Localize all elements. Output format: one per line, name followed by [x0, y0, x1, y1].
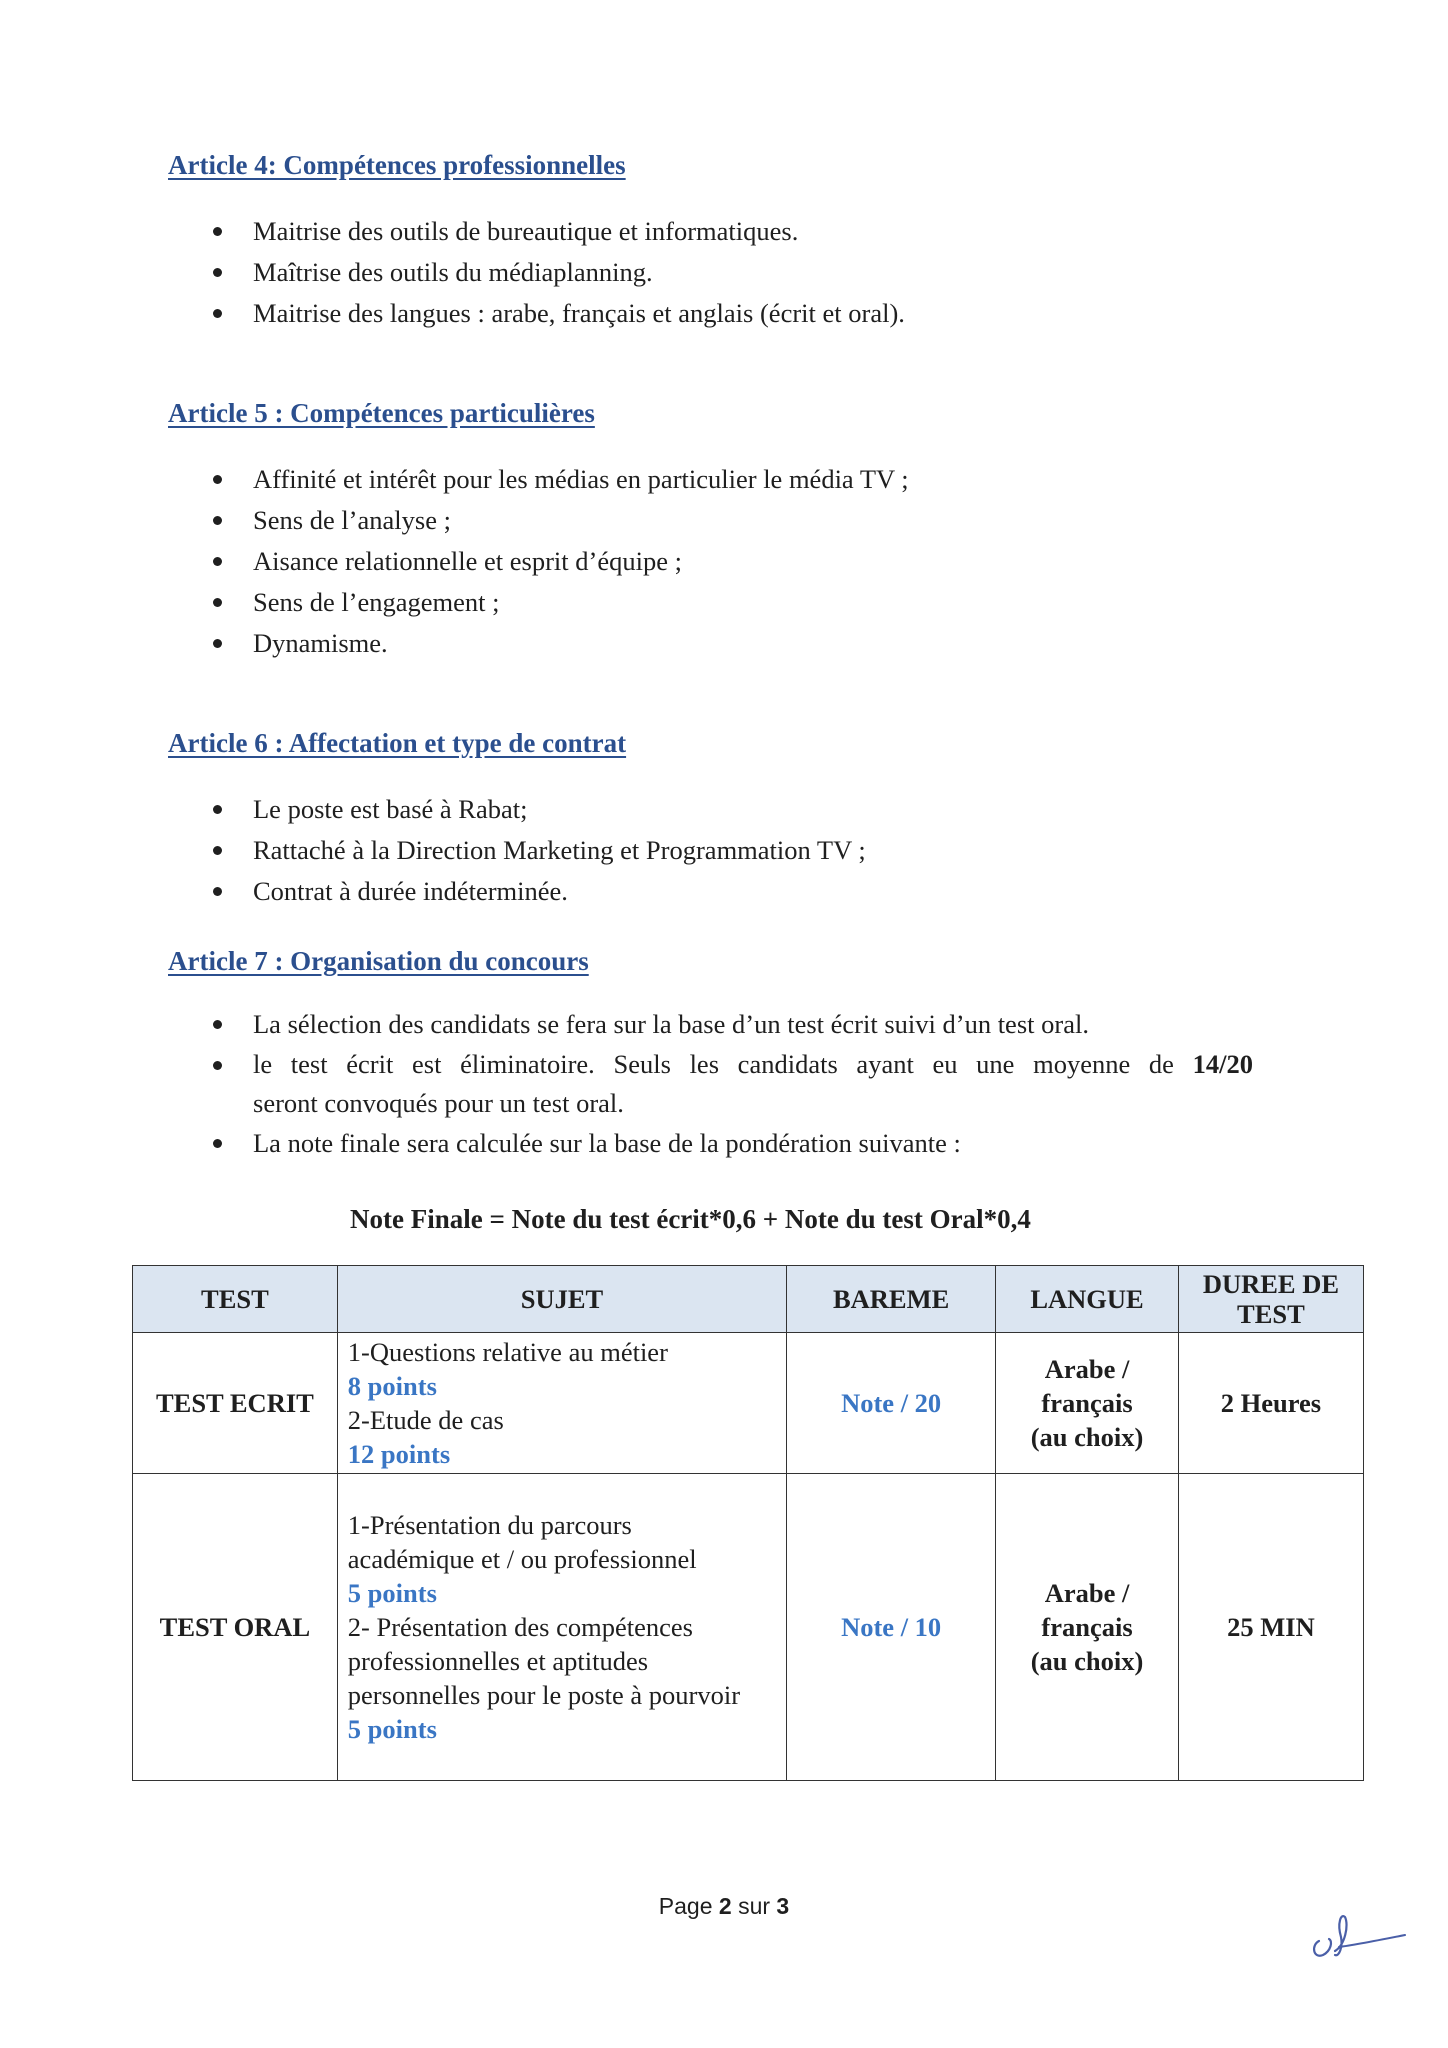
cell-bareme: Note / 20: [787, 1333, 996, 1474]
list-item: le test écrit est éliminatoire. Seuls les candidats ayant eu une moyenne de 14/20 seront convoqués pour un test oral.: [205, 1045, 1265, 1123]
signature-initials: [1305, 1905, 1415, 1965]
bullet-icon: [213, 598, 222, 607]
cell-bareme: Note / 10: [787, 1474, 996, 1781]
list-item: Rattaché à la Direction Marketing et Programmation TV ;: [205, 830, 1265, 871]
bullet-icon: [213, 639, 222, 648]
cell-sujet: 1-Questions relative au métier 8 points 2-Etude de cas 12 points: [337, 1333, 786, 1474]
bullet-icon: [213, 1020, 222, 1029]
list-item: La sélection des candidats se fera sur la base d’un test écrit suivi d’un test oral.: [205, 1004, 1265, 1045]
page-number: 2: [718, 1893, 732, 1919]
table-row: [133, 1474, 1364, 1781]
article-4-list: [205, 211, 1265, 334]
list-item: Maitrise des langues : arabe, français et anglais (écrit et oral).: [205, 293, 1265, 334]
table-row: [133, 1333, 1364, 1474]
list-item: Aisance relationnelle et esprit d’équipe ;: [205, 541, 1265, 582]
bullet-icon: [213, 475, 222, 484]
list-item: Sens de l’engagement ;: [205, 582, 1265, 623]
article-6-list: [205, 789, 1265, 912]
test-table: [132, 1265, 1364, 1781]
header-sujet: SUJET: [337, 1266, 786, 1333]
bullet-icon: [213, 805, 222, 814]
bullet-icon: [213, 846, 222, 855]
header-bareme: BAREME: [787, 1266, 996, 1333]
article-4-heading: Article 4: Compétences professionnelles: [168, 150, 626, 180]
header-test: TEST: [133, 1266, 338, 1333]
page-footer: Page 2 sur 3: [658, 1893, 790, 1919]
list-item: Maîtrise des outils du médiaplanning.: [205, 252, 1265, 293]
article-7-list: [205, 1004, 1265, 1164]
list-item: La note finale sera calculée sur la base de la pondération suivante :: [205, 1123, 1265, 1164]
list-item: Contrat à durée indéterminée.: [205, 871, 1265, 912]
bullet-icon: [213, 227, 222, 236]
article-5-heading: Article 5 : Compétences particulières: [168, 398, 595, 428]
bullet-icon: [213, 309, 222, 318]
header-langue: LANGUE: [996, 1266, 1179, 1333]
cell-langue: Arabe / français (au choix): [996, 1333, 1179, 1474]
cell-sujet: 1-Présentation du parcours académique et / ou professionnel 5 points 2- Présentation des compétences professionnelles et aptitudes personnelles pour le poste à pourvoir 5 points: [337, 1474, 786, 1781]
article-5-list: [205, 459, 1265, 664]
table-header-row: [133, 1266, 1364, 1333]
cell-langue: Arabe / français (au choix): [996, 1474, 1179, 1781]
cell-test: TEST ORAL: [133, 1474, 338, 1781]
bullet-icon: [213, 268, 222, 277]
cell-test: TEST ECRIT: [133, 1333, 338, 1474]
list-item: Maitrise des outils de bureautique et informatiques.: [205, 211, 1265, 252]
page-total: 3: [776, 1893, 790, 1919]
cell-duree: 2 Heures: [1178, 1333, 1363, 1474]
bullet-icon: [213, 516, 222, 525]
formula: Note Finale = Note du test écrit*0,6 + Note du test Oral*0,4: [350, 1204, 1031, 1234]
cell-duree: 25 MIN: [1178, 1474, 1363, 1781]
bullet-icon: [213, 887, 222, 896]
list-item: Dynamisme.: [205, 623, 1265, 664]
list-item: Sens de l’analyse ;: [205, 500, 1265, 541]
article-6-heading: Article 6 : Affectation et type de contrat: [168, 728, 627, 758]
list-item: Affinité et intérêt pour les médias en particulier le média TV ;: [205, 459, 1265, 500]
article-7-heading: Article 7 : Organisation du concours: [168, 946, 589, 976]
bullet-icon: [213, 557, 222, 566]
header-duree: DUREE DE TEST: [1178, 1266, 1363, 1333]
bullet-icon: [213, 1061, 222, 1070]
list-item: Le poste est basé à Rabat;: [205, 789, 1265, 830]
bullet-icon: [213, 1139, 222, 1148]
